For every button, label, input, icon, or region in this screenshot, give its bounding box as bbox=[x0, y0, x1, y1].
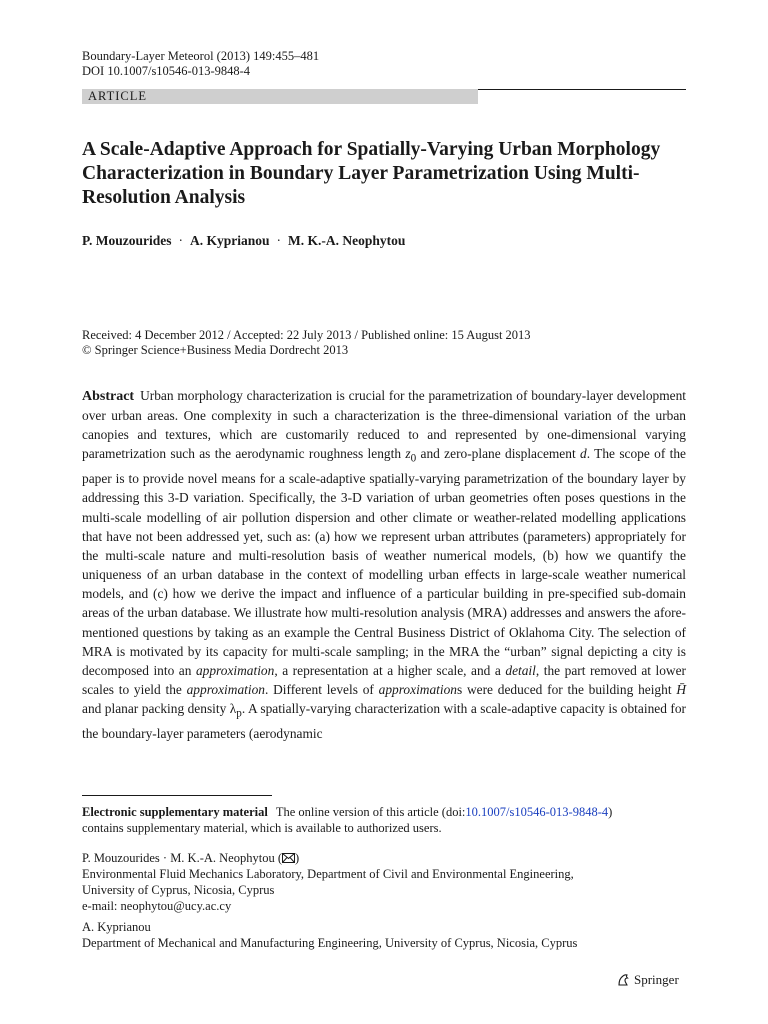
term-approximation: approximation bbox=[195, 662, 275, 678]
affiliation-authors-end: ) bbox=[294, 851, 300, 865]
affiliation-line: University of Cyprus, Nicosia, Cyprus bbox=[82, 883, 275, 897]
copyright-notice: © Springer Science+Business Media Dordrecht 2013 bbox=[82, 343, 349, 357]
affiliation-line: Environmental Fluid Mechanics Laboratory, Department of Civil and Environmental Engineering, bbox=[82, 867, 574, 881]
author-separator: · bbox=[276, 233, 282, 248]
abstract-text: and planar packing density bbox=[82, 701, 230, 717]
footnote-rule bbox=[82, 795, 272, 796]
journal-citation: Boundary-Layer Meteorol (2013) 149:455–481 bbox=[82, 49, 320, 63]
term-detail: detail bbox=[505, 662, 536, 678]
abstract-label: Abstract bbox=[82, 389, 135, 404]
abstract-text: . A spatially-varying characterization with a scale-adaptive capacity is obtained for the boundary-layer parameters (aerodynamic bbox=[82, 701, 686, 741]
affiliation-authors: P. Mouzourides · M. K.-A. Neophytou ( bbox=[82, 851, 282, 865]
abstract-text: , the part removed at lower scales to yield the bbox=[82, 662, 687, 698]
esm-text: ) bbox=[608, 805, 613, 819]
publication-dates bbox=[82, 328, 531, 358]
d-symbol: d bbox=[580, 446, 587, 462]
abstract-text: . Different levels of bbox=[264, 682, 379, 698]
abstract bbox=[82, 386, 686, 743]
affiliation-email[interactable]: e-mail: neophytou@ucy.ac.cy bbox=[82, 899, 232, 913]
journal-info bbox=[82, 49, 319, 79]
abstract-text: , a representation at a higher scale, and a bbox=[274, 662, 506, 678]
author-list bbox=[82, 233, 405, 249]
esm-label: Electronic supplementary material bbox=[82, 805, 268, 819]
lambda-subscript: p bbox=[236, 707, 242, 720]
envelope-icon bbox=[282, 853, 295, 863]
esm-text: contains supplementary material, which is available to authorized users. bbox=[82, 821, 442, 835]
affiliation-block bbox=[82, 919, 577, 951]
term-approximation: approximation bbox=[186, 682, 265, 698]
abstract-text: and zero-plane displacement bbox=[416, 446, 581, 462]
section-label: ARTICLE bbox=[82, 89, 478, 104]
author-name: A. Kyprianou bbox=[190, 233, 270, 248]
h-bar-symbol: H̄ bbox=[676, 682, 686, 698]
author-name: M. K.-A. Neophytou bbox=[288, 233, 406, 248]
article-doi: DOI 10.1007/s10546-013-9848-4 bbox=[82, 64, 251, 78]
z0-symbol: z bbox=[405, 446, 411, 462]
publisher-mark bbox=[616, 972, 679, 988]
affiliation-block bbox=[82, 850, 574, 914]
paper-title: A Scale-Adaptive Approach for Spatially-Varying Urban Morphology Characterization in Boundary Layer Parametrization Using Multi-Resolution Analysis bbox=[82, 139, 661, 208]
z0-subscript: 0 bbox=[410, 453, 417, 466]
history-dates: Received: 4 December 2012 / Accepted: 22 July 2013 / Published online: 15 August 2013 bbox=[82, 328, 531, 342]
lambda-symbol: λ bbox=[229, 701, 237, 717]
affiliation-line: Department of Mechanical and Manufacturing Engineering, University of Cyprus, Nicosia, Cyprus bbox=[82, 936, 578, 950]
author-name: P. Mouzourides bbox=[82, 233, 172, 248]
author-separator: · bbox=[178, 233, 184, 248]
esm-text: The online version of this article (doi: bbox=[275, 805, 466, 819]
supplementary-note bbox=[82, 804, 692, 836]
abstract-text: s were deduced for the building height bbox=[456, 682, 677, 698]
affiliation-authors: A. Kyprianou bbox=[82, 920, 151, 934]
term-approximation: approximation bbox=[378, 682, 457, 698]
abstract-text: Urban morphology characterization is crucial for the parametrization of boundary-layer development over urban areas. One complexity in such a characterization is the three-dimensional variation of the urban canopies and textures, which are customarily reduced to and represented by one-dimensional varying parametrization such as the aerodynamic roughness length bbox=[82, 388, 686, 462]
springer-horse-icon bbox=[616, 973, 630, 987]
publisher-name: Springer bbox=[634, 972, 679, 987]
abstract-text: . The scope of the paper is to provide novel means for a scale-adaptive spatially-varying parametrization of the boundary layer by addressing this 3-D variation. Specifically, the 3-D variation of urban geometries often poses questions in the multi-scale modelling of air pollution dispersion and other climate or weather-related modelling applications that have not been addressed yet, such as: (a) how we represent urban attributes (parameters) appropriately for the multi-scale nature and multi-resolution basis of weather numerical models, (b) how we quantify the uniqueness of an urban database in the context of modelling urban effects in large-scale weather numerical models, and (c) how we derive the impact and influence of a particular building in pre-specified sub-domain areas of the urban database. We illustrate how multi-resolution analysis (MRA) addresses and answers the afore-mentioned questions by taking as an example the Central Business District of Oklahoma City. The selection of MRA is motivated by its capacity for multi-scale sampling; in the MRA the “urban” signal depicting a city is decomposed into an bbox=[82, 446, 686, 678]
doi-link[interactable]: 10.1007/s10546-013-9848-4 bbox=[465, 805, 609, 819]
section-rule bbox=[478, 89, 686, 90]
